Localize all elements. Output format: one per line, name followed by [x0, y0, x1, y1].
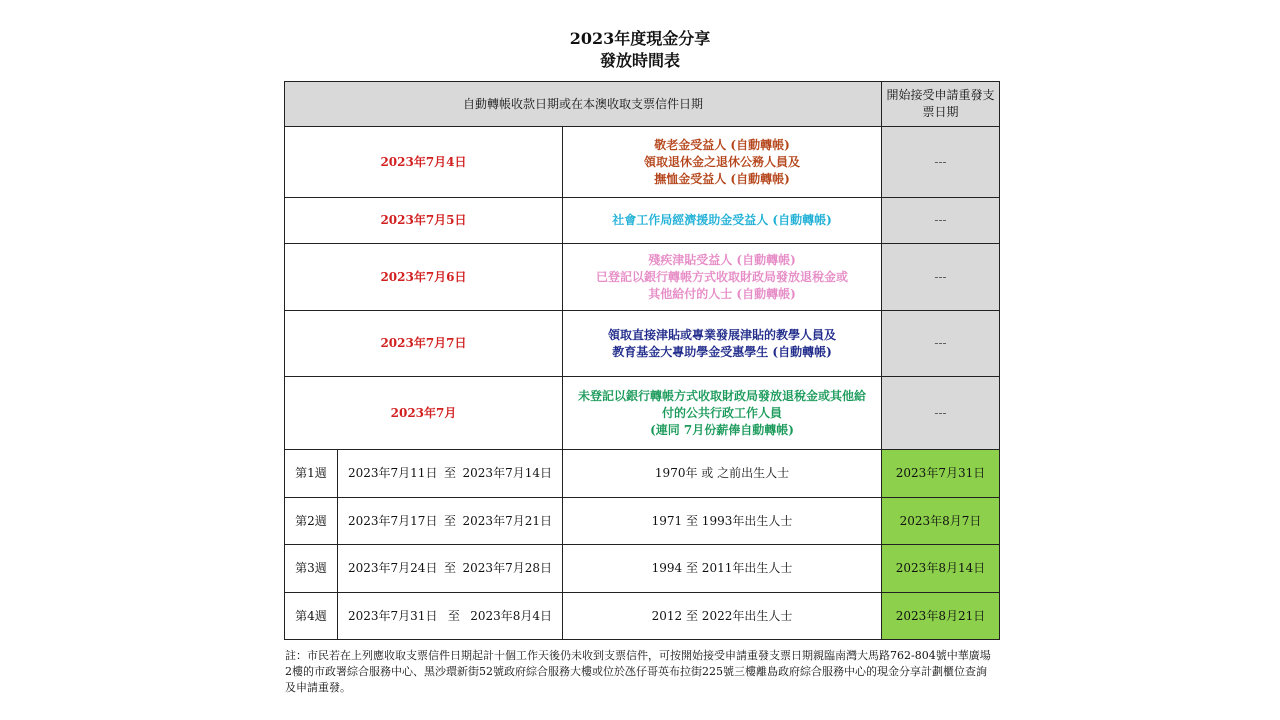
week-label: 第3週 — [285, 545, 338, 593]
recipient-line: 殘疾津貼受益人 (自動轉帳) — [648, 252, 796, 267]
reissue-date: 2023年7月31日 — [882, 450, 1000, 498]
table-row — [285, 244, 1000, 311]
week-row — [285, 450, 1000, 498]
footnote: 註：市民若在上列應收取支票信件日期起計十個工作天後仍未收到支票信件，可按開始接受申請重發支票日期親臨南灣大馬路762-804號中華廣場2樓的市政署綜合服務中心、黑沙環新街52號政府綜合服務大樓或位於氹仔哥英布拉街225號三樓離島政府綜合服務中心的現金分享計劃櫃位查詢及申請重發。 — [285, 649, 991, 694]
week-range — [338, 450, 563, 498]
recipient-line: 領取直接津貼或專業發展津貼的教學人員及 — [608, 327, 837, 342]
recipient-line: 社會工作局經濟援助金受益人 (自動轉帳) — [612, 213, 832, 227]
week-label: 第4週 — [285, 593, 338, 640]
group-date: 2023年7月5日 — [285, 198, 563, 244]
week-birth-group: 1970年 或 之前出生人士 — [563, 450, 882, 498]
reissue-date: --- — [882, 311, 1000, 377]
group-date: 2023年7月7日 — [285, 311, 563, 377]
recipient-line: 付的公共行政工作人員 — [662, 405, 783, 420]
table-row — [285, 127, 1000, 198]
recipient-line: 敬老金受益人 (自動轉帳) — [654, 137, 790, 152]
week-range — [338, 498, 563, 545]
reissue-date: --- — [882, 377, 1000, 450]
week-label: 第1週 — [285, 450, 338, 498]
reissue-date: 2023年8月21日 — [882, 593, 1000, 640]
table-header-row — [285, 82, 1000, 127]
recipient-line: 未登記以銀行轉帳方式收取財政局發放退稅金或其他給 — [578, 388, 867, 403]
week-to: 至 — [443, 561, 456, 575]
week-range — [338, 545, 563, 593]
reissue-date: --- — [882, 198, 1000, 244]
week-end: 2023年7月21日 — [462, 513, 552, 528]
table-row — [285, 377, 1000, 450]
schedule-table — [284, 81, 1000, 640]
recipient-line: (連同 7月份薪俸自動轉帳) — [650, 422, 794, 437]
week-row — [285, 498, 1000, 545]
recipient-line: 教育基金大專助學金受惠學生 (自動轉帳) — [612, 344, 832, 359]
week-start: 2023年7月31日 — [348, 608, 438, 623]
week-to: 至 — [443, 513, 456, 528]
week-to: 至 — [447, 608, 460, 623]
table-row — [285, 198, 1000, 244]
week-birth-group: 2012 至 2022年出生人士 — [563, 593, 882, 640]
page-subtitle: 發放時間表 — [599, 51, 680, 70]
reissue-date: --- — [882, 244, 1000, 311]
reissue-date: --- — [882, 127, 1000, 198]
group-recipients — [563, 244, 882, 311]
group-recipients — [563, 377, 882, 450]
week-birth-group: 1994 至 2011年出生人士 — [563, 545, 882, 593]
header-reissue-date: 開始接受申請重發支票日期 — [882, 82, 1000, 127]
week-end: 2023年7月28日 — [462, 561, 552, 575]
table-row — [285, 311, 1000, 377]
week-start: 2023年7月17日 — [348, 513, 438, 528]
week-row — [285, 593, 1000, 640]
header-payment-date: 自動轉帳收款日期或在本澳收取支票信件日期 — [285, 82, 882, 127]
recipient-line: 已登記以銀行轉帳方式收取財政局發放退稅金或 — [596, 269, 849, 284]
reissue-date: 2023年8月14日 — [882, 545, 1000, 593]
group-date: 2023年7月4日 — [285, 127, 563, 198]
reissue-date: 2023年8月7日 — [882, 498, 1000, 545]
week-end: 2023年8月4日 — [470, 608, 552, 623]
group-recipients — [563, 127, 882, 198]
week-birth-group: 1971 至 1993年出生人士 — [563, 498, 882, 545]
group-date: 2023年7月 — [285, 377, 563, 450]
week-to: 至 — [443, 466, 456, 480]
group-date: 2023年7月6日 — [285, 244, 563, 311]
recipient-line: 其他給付的人士 (自動轉帳) — [648, 286, 796, 301]
group-recipients — [563, 198, 882, 244]
week-end: 2023年7月14日 — [462, 466, 552, 480]
page-title: 2023年度現金分享 — [569, 29, 711, 48]
recipient-line: 領取退休金之退休公務人員及 — [644, 154, 801, 169]
recipient-line: 撫恤金受益人 (自動轉帳) — [654, 171, 790, 186]
week-range — [338, 593, 563, 640]
week-label: 第2週 — [285, 498, 338, 545]
week-start: 2023年7月24日 — [348, 561, 438, 575]
week-start: 2023年7月11日 — [348, 466, 438, 480]
group-recipients — [563, 311, 882, 377]
week-row — [285, 545, 1000, 593]
